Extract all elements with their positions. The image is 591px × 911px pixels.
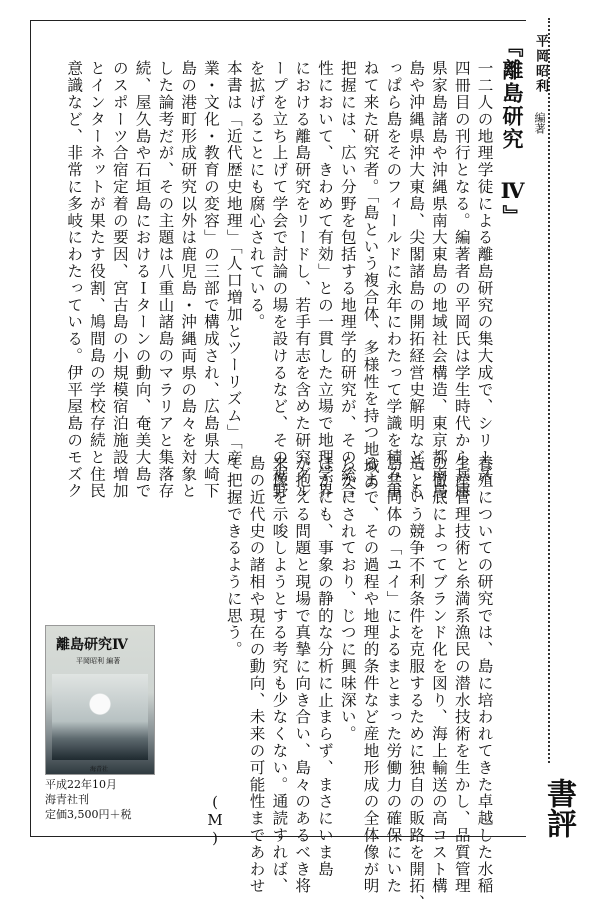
text-column: を拡げることにも腐心されている。 — [247, 60, 266, 331]
text-column: とインターネットが果たす役割、鳩間島の学校存続と住民 — [87, 60, 106, 500]
book-cover-image — [45, 625, 155, 775]
text-column: 島共同体の「ユイ」によるまとまった労働力の確保にいた — [384, 455, 403, 895]
publisher: 海青社刊 — [45, 793, 89, 806]
text-column: 性において、きわめて有効」との一貫した立場で地理学界 — [315, 60, 334, 500]
price: 定価3,500円＋税 — [45, 808, 132, 821]
text-column: 県家島諸島や沖縄県南大東島の地域社会構造、東京都南鳥 — [429, 60, 448, 500]
reviewer-initial: (M) — [206, 793, 224, 847]
dotted-divider — [548, 18, 550, 763]
cover-photo — [52, 674, 148, 760]
text-column: 一二人の地理学徒による離島研究の集大成で、シリーズ — [475, 60, 494, 483]
text-column: における離島研究をリードし、若手有志を含めた研究グル — [293, 60, 312, 500]
book-title: 『離島研究 Ⅳ』 — [500, 36, 525, 228]
text-column: 続、屋久島や石垣島におけるＩターンの動向、奄美大島で — [133, 60, 152, 500]
book-author: 平岡昭利 — [533, 34, 548, 94]
text-column: が抱える問題と現場で真摯に向き合い、島々のあるべき将 — [293, 455, 312, 895]
text-column: 島や沖縄県沖大東島、尖閣諸島の開拓経営史解明など、も — [407, 60, 426, 500]
text-column: 本書は「近代歴史地理」「人口増加とツーリズム」「産 — [224, 60, 243, 467]
text-column: っぱら島をそのフィールドに永年にわたって学識を積み重 — [384, 60, 403, 500]
text-column: らかにされており、じつに興味深い。 — [338, 455, 357, 743]
text-column: 島の港町形成研究以外は鹿児島・沖縄両県の島々を対象と — [179, 60, 198, 500]
text-column: 把握には、広い分野を包括する地理学的研究が、その総合 — [338, 60, 357, 500]
author-role: 編著 — [533, 112, 546, 134]
publish-date: 平成22年10月 — [45, 778, 117, 791]
section-label: 書評 — [541, 778, 576, 838]
text-column: 四冊目の刊行となる。編著者の平岡氏は学生時代から兵庫 — [452, 60, 471, 500]
cover-publisher: 海青社 — [90, 766, 109, 773]
text-column: 生産管理技術と糸満系漁民の潜水技術を生かし、品質管理 — [452, 455, 471, 895]
cover-title: 離島研究Ⅳ — [56, 637, 128, 653]
text-column: 意識など、非常に多岐にわたっている。伊平屋島のモズク — [65, 60, 84, 500]
text-column: ープを立ち上げて学会で討論の場を設けるなど、その裾野 — [270, 60, 289, 500]
text-column: の徹底によってブランド化を図り、海上輸送の高コスト構 — [429, 455, 448, 895]
text-column: 島の近代史の諸相や現在の動向、未来の可能性まであわせ — [247, 455, 266, 895]
text-column: 来像を示唆しようとする考究も少なくない。通読すれば、 — [270, 455, 289, 895]
cover-author: 平岡昭利 編著 — [76, 657, 121, 665]
text-column: 造という競争不利条件を克服するために独自の販路を開拓、 — [407, 455, 426, 911]
text-column: した論考だが、その主題は八重山諸島のマラリアと集落存 — [156, 60, 175, 500]
text-column: のスポーツ合宿定着の要因、宮古島の小規模宿泊施設増加 — [110, 60, 129, 500]
text-column: るまで、その過程や地理的条件など産地形成の全体像が明 — [361, 455, 380, 895]
text-column: 業・文化・教育の変容」の三部で構成され、広島県大崎下 — [201, 60, 220, 500]
text-column: て把握できるように思う。 — [224, 455, 243, 658]
text-column: ほかにも、事象の静的な分析に止まらず、まさにいま島 — [315, 455, 334, 878]
text-column: ねて来た研究者。「島という複合体、多様性を持つ地域の — [361, 60, 380, 492]
text-column: 養殖についての研究では、島に培われてきた卓越した水稲 — [475, 455, 494, 895]
